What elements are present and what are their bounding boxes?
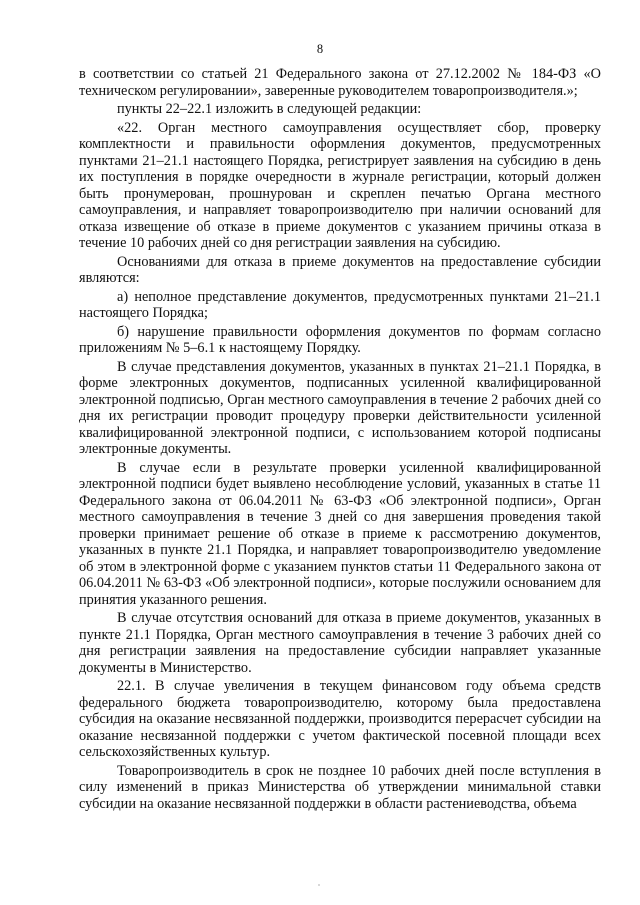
paragraph: б) нарушение правильности оформления документов по формам согласно приложениям № 5–6.1 к настоящему Порядку.	[79, 323, 601, 356]
page-number: 8	[316, 42, 324, 56]
paragraph: пункты 22–22.1 изложить в следующей редакции:	[117, 101, 422, 117]
paragraph: Основаниями для отказа в приеме документов на предоставление субсидии являются:	[79, 253, 601, 286]
paragraph: В случае отсутствия оснований для отказа в приеме документов, указанных в пункте 21.1 Порядка, Орган местного самоуправления в течение 3 рабочих дней со дня регистрации заявления на предоставление субсидии направляет указанные документы в Министерство.	[79, 610, 601, 676]
paragraph: В случае представления документов, указанных в пунктах 21–21.1 Порядка, в форме электронных документов, подписанных усиленной квалифицированной электронной подписью, Орган местного самоуправления в течение 2 рабочих дней со дня их регистрации проводит процедуру проверки действительности усиленной квалифицированной электронной подписи, с использованием которой подписаны электронные документы.	[79, 358, 601, 457]
paragraph: а) неполное представление документов, предусмотренных пунктами 21–21.1 настоящего Порядка;	[79, 288, 601, 321]
paragraph: 22.1. В случае увеличения в текущем финансовом году объема средств федерального бюджета товаропроизводителю, которому была предоставлена субсидия на оказание несвязанной поддержки, производится перерасчет субсидии на оказание несвязанной поддержки с учетом фактической посевной площади всех сельскохозяйственных культур.	[79, 678, 601, 760]
paragraph: В случае если в результате проверки усиленной квалифицированной электронной подписи будет выявлено несоблюдение условий, указанных в статье 11 Федерального закона от 06.04.2011 № 63-ФЗ «Об электронной подписи», Орган местного самоуправления в течение 3 дней со дня завершения проведения такой проверки принимает решение об отказе в приеме к рассмотрению документов, указанных в пункте 21.1 Порядка, и направляет товаропроизводителю уведомление об этом в электронной форме с указанием пунктов статьи 11 Федерального закона от 06.04.2011 № 63-ФЗ «Об электронной подписи», которые послужили основанием для принятия указанного решения.	[79, 459, 601, 608]
paragraph: «22. Орган местного самоуправления осуществляет сбор, проверку комплектности и правильности оформления документов, предусмотренных пунктами 21–21.1 настоящего Порядка, регистрирует заявления на субсидию в день их поступления в порядке очередности в журнале регистрации, который должен быть пронумерован, прошнурован и скреплен печатью Органа местного самоуправления, и направляет товаропроизводителю при наличии оснований для отказа извещение об отказе в приеме документов с указанием причины отказа в течение 10 рабочих дней со дня регистрации заявления на субсидию.	[79, 119, 601, 251]
document-body	[79, 66, 601, 814]
scan-speck	[318, 884, 320, 886]
paragraph: в соответствии со статьей 21 Федерального закона от 27.12.2002 № 184-ФЗ «О техническом регулировании», заверенные руководителем товаропроизводителя.»;	[79, 66, 601, 99]
paragraph: Товаропроизводитель в срок не позднее 10 рабочих дней после вступления в силу изменений в приказ Министерства об утверждении минимальной ставки субсидии на оказание несвязанной поддержки в области растениеводства, объема	[79, 762, 601, 812]
